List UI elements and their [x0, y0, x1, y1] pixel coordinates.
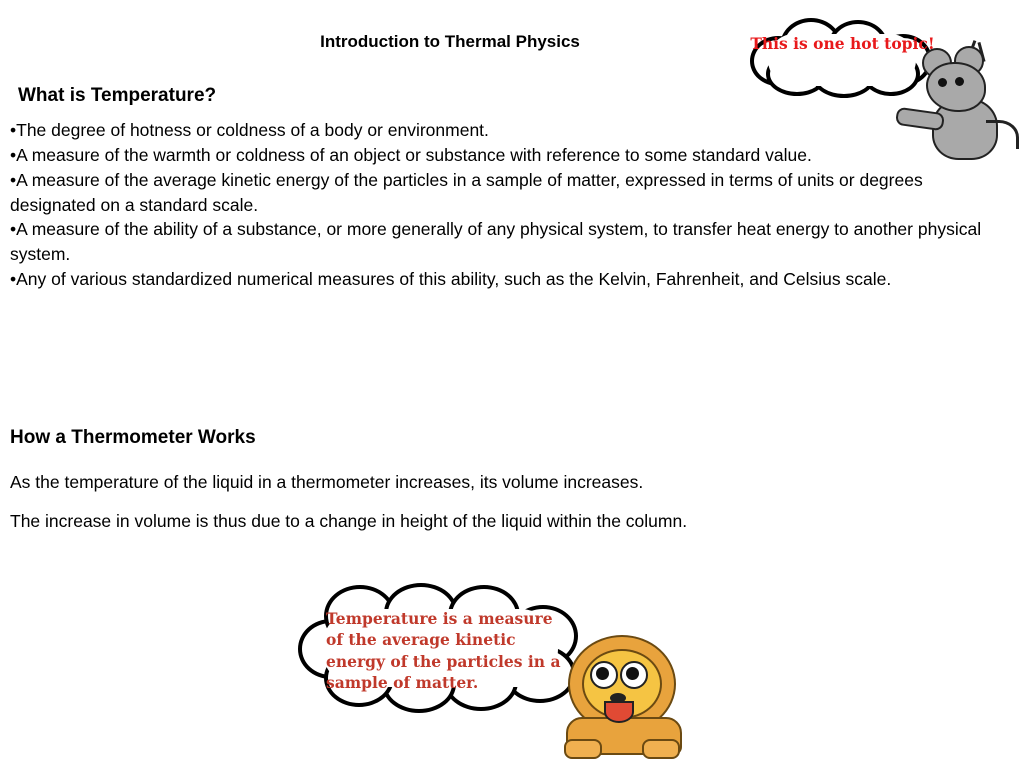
section-heading-how-a-thermometer-works: How a Thermometer Works: [10, 427, 256, 448]
list-item: •A measure of the average kinetic energy of the particles in a sample of matter, expressed in terms of units or degrees designated on a standard scale.: [10, 169, 923, 215]
lion-character: [560, 635, 690, 755]
list-item: •A measure of the warmth or coldness of an object or substance with reference to some standard value.: [10, 144, 812, 165]
list-item: •The degree of hotness or coldness of a body or environment.: [10, 120, 489, 140]
section-heading-what-is-temperature: What is Temperature?: [18, 85, 217, 106]
list-item: •A measure of the ability of a substance, or more generally of any physical system, to transfer heat energy to another physical system.: [10, 219, 982, 265]
page-title: Introduction to Thermal Physics: [320, 32, 580, 51]
speech-bubble-top-text: This is one hot topic!: [750, 34, 935, 53]
cartoon-bottom-lion: [290, 575, 710, 760]
speech-bubble-bottom: [298, 583, 583, 713]
speech-bubble-bottom-text: Temperature is a measure of the average kinetic energy of the particles in a sample of matter.: [326, 609, 561, 693]
body-text-volume-increases: As the temperature of the liquid in a thermometer increases, its volume increases.: [10, 472, 644, 492]
cartoon-top-mouse: [740, 8, 1020, 173]
body-text-height-change: The increase in volume is thus due to a change in height of the liquid within the column.: [10, 511, 688, 531]
mouse-character: [908, 46, 1020, 166]
list-item: •Any of various standardized numerical measures of this ability, such as the Kelvin, Fahrenheit, and Celsius scale.: [10, 269, 892, 290]
